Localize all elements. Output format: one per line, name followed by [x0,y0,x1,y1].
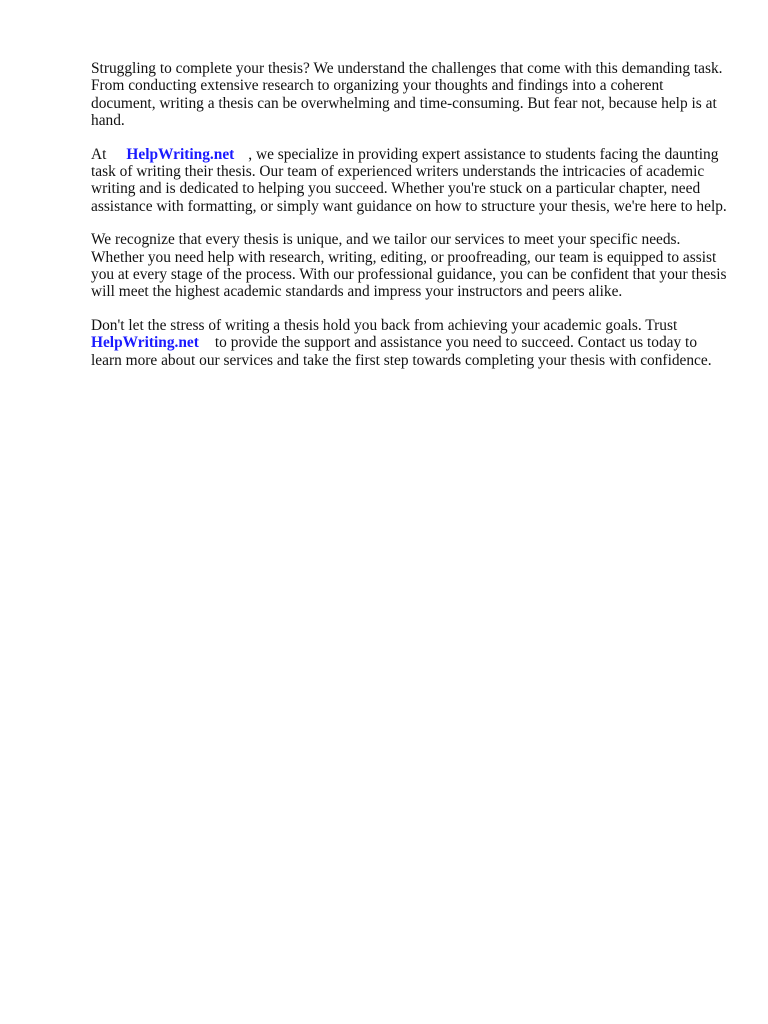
paragraph-service-prefix: At [91,145,107,163]
paragraph-closing-text: to provide the support and assistance you need to succeed. Contact us today to learn more about our services and take the first step towards completing your thesis with confidence. [91,334,712,369]
helpwriting-link[interactable]: HelpWriting.net [126,145,235,163]
paragraph-closing [91,317,731,369]
document-body [91,60,731,385]
paragraph-intro: Struggling to complete your thesis? We understand the challenges that come with this demanding task. From conducting extensive research to organizing your thoughts and findings into a coherent document, writing a thesis can be overwhelming and time-consuming. But fear not, because help is at hand. [91,60,723,130]
paragraph-closing-prefix: Don't let the stress of writing a thesis hold you back from achieving your academic goals. Trust [91,316,678,334]
paragraph-tailor: We recognize that every thesis is unique, and we tailor our services to meet your specific needs. Whether you need help with research, writing, editing, or proofreading, our team is equipped to assist you at every stage of the process. With our professional guidance, you can be confident that your thesis will meet the highest academic standards and impress your instructors and peers alike. [91,231,727,301]
helpwriting-link-2[interactable]: HelpWriting.net [91,334,199,352]
paragraph-service-text: , we specialize in providing expert assistance to students facing the daunting task of writing their thesis. Our team of experienced writers understands the intricacies of academic writing and is dedicated to helping you succeed. Whether you're stuck on a particular chapter, need assistance with formatting, or simply want guidance on how to structure your thesis, we're here to help. [91,145,727,215]
paragraph-service [91,146,731,216]
